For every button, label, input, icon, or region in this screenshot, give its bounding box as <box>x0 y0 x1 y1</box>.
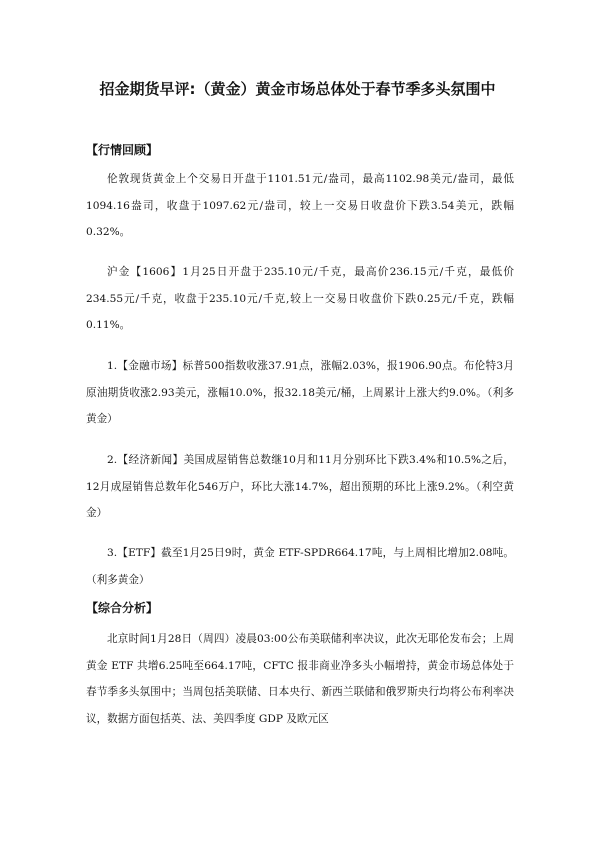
paragraph-london-gold: 伦敦现货黄金上个交易日开盘于1101.51元/盎司，最高1102.98美元/盎司，最低1094.16盎司，收盘于1097.62元/盎司，较上一交易日收盘价下跌3.54美元，跌幅0.32%。 <box>86 173 514 238</box>
list-item-economic-news: 2.【经济新闻】美国成屋销售总数继10月和11月分别环比下跌3.4%和10.5%之后，12月成屋销售总数年化546万户，环比大涨14.7%，超出预期的环比上涨9.2%。（利空黄金） <box>86 454 514 519</box>
section-heading-review: 【行情回顾】 <box>86 143 159 157</box>
list-item-etf: 3.【ETF】截至1月25日9时，黄金 ETF-SPDR664.17吨，与上周相比增加2.08吨。（利多黄金） <box>86 547 514 586</box>
section-heading-analysis: 【综合分析】 <box>86 601 159 615</box>
paragraph-analysis: 北京时间1月28日（周四）凌晨03:00公布美联储利率决议，此次无耶伦发布会；上周黄金 ETF 共增6.25吨至664.17吨，CFTC 报非商业净多头小幅增持，黄金市场总体处于春节季多头氛围中；当周包括美联储、日本央行、新西兰联储和俄罗斯央行均将公布利率决议，数据方面包括英、法、美四季度 GDP 及欧元区 <box>86 633 514 725</box>
paragraph-shanghai-gold: 沪金【1606】1月25日开盘于235.10元/千克，最高价236.15元/千克，最低价234.55元/千克，收盘于235.10元/千克,较上一交易日收盘价下跌0.25元/千克，跌幅0.11%。 <box>86 266 514 331</box>
document-title: 招金期货早评:（黄金）黄金市场总体处于春节季多头氛围中 <box>99 80 496 98</box>
list-item-financial-market: 1.【金融市场】标普500指数收涨37.91点，涨幅2.03%，报1906.90点。布伦特3月原油期货收涨2.93美元，涨幅10.0%，报32.18美元/桶，上周累计上涨大约9.0%。（利多黄金） <box>86 360 514 425</box>
